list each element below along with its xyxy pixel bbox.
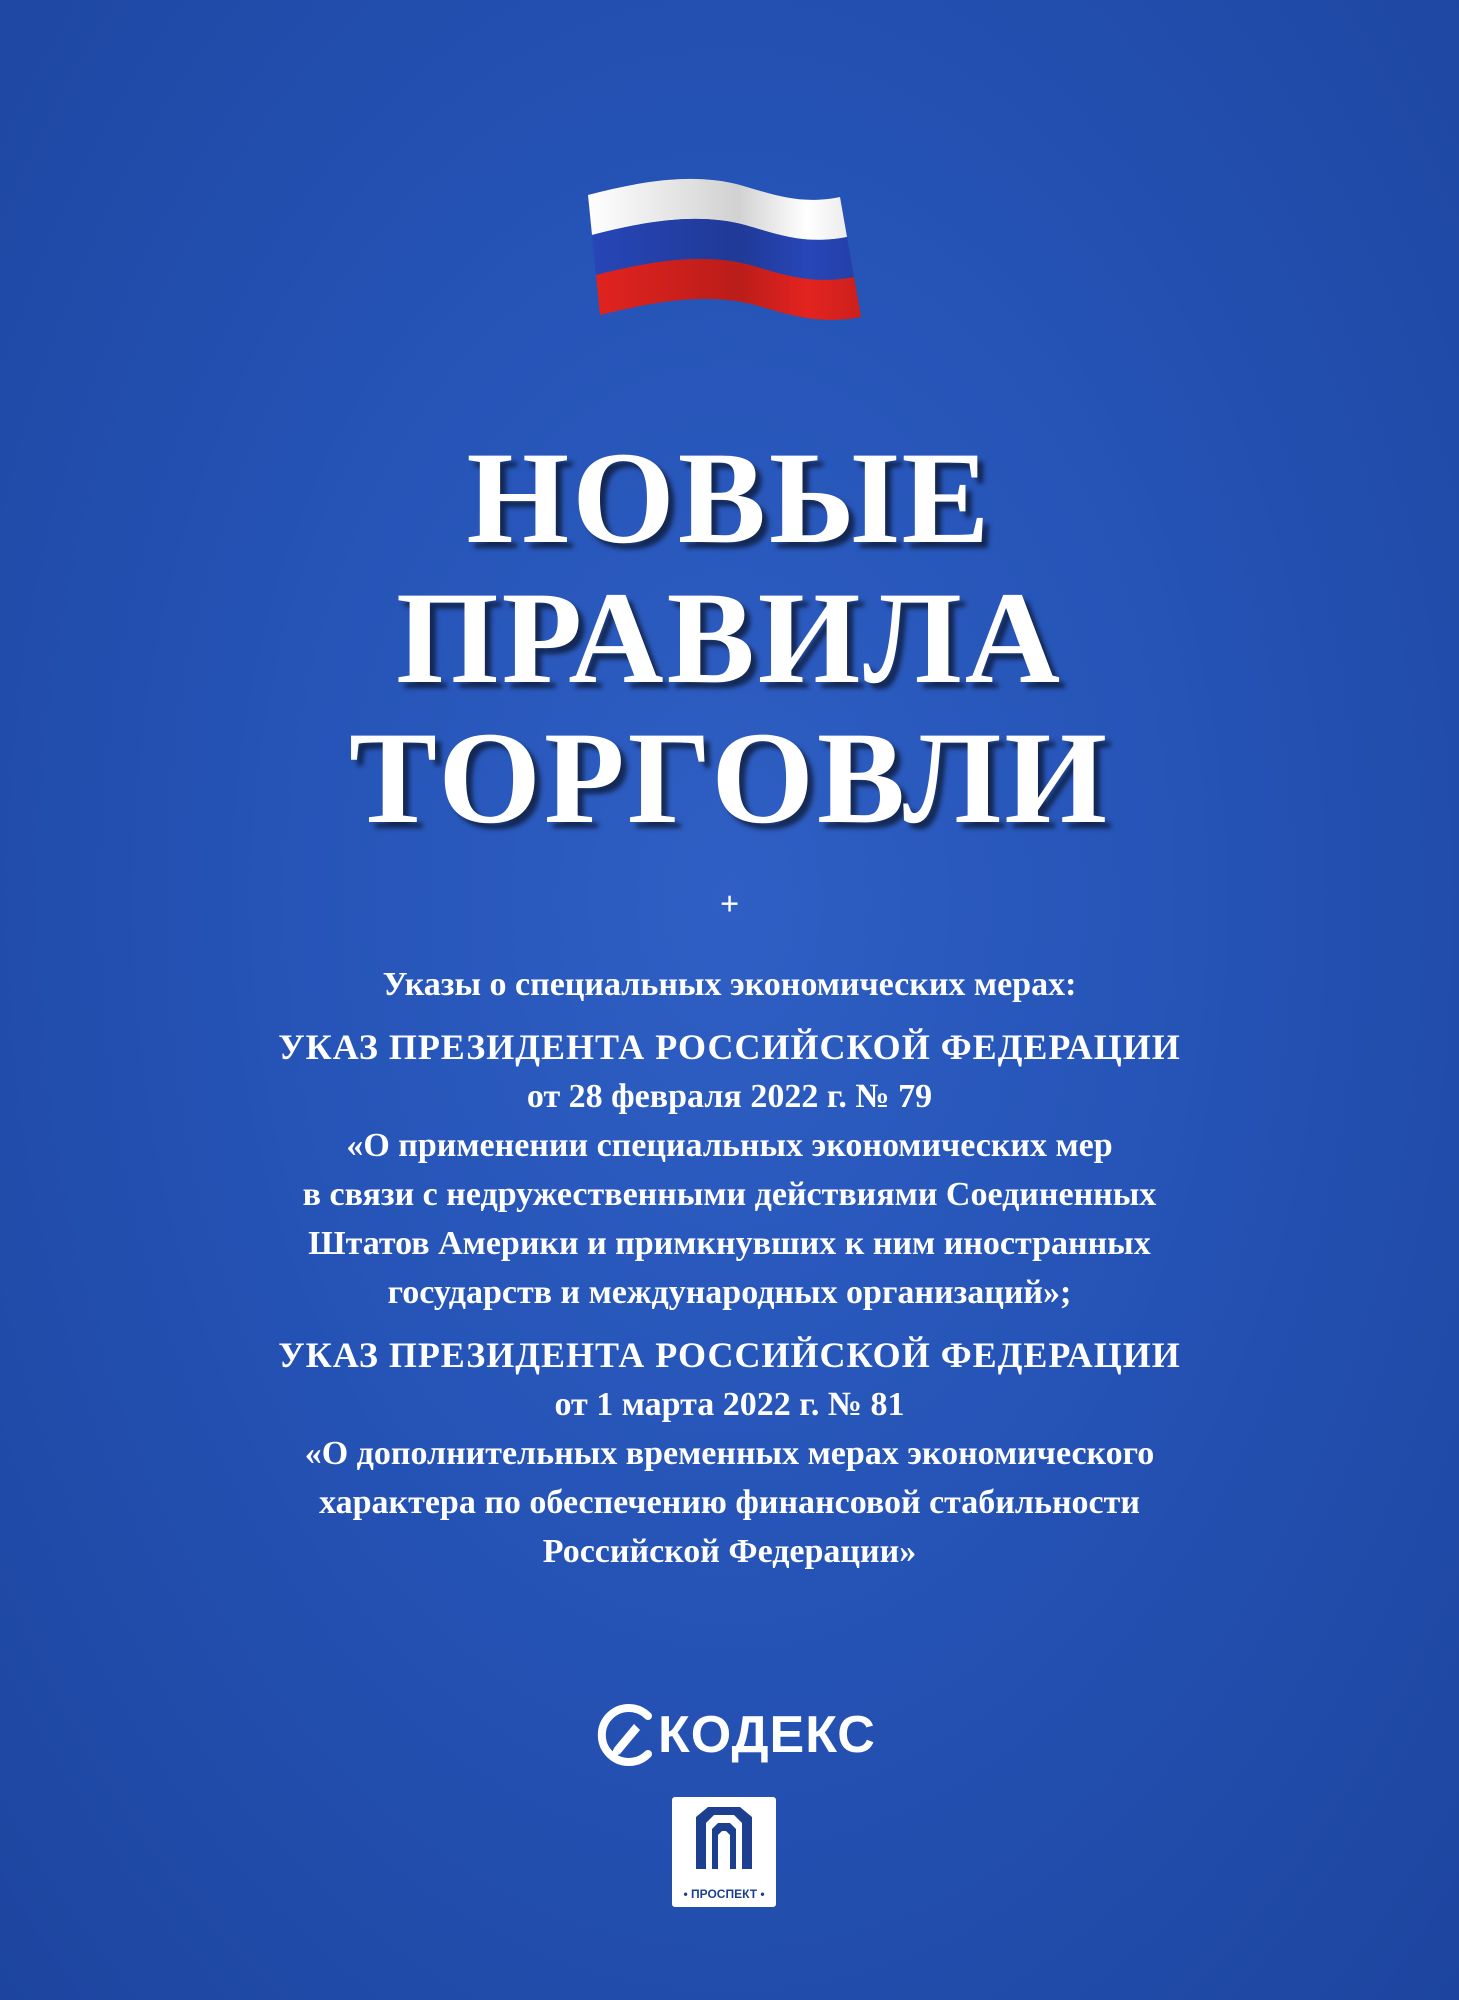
decree-2-heading: УКАЗ ПРЕЗИДЕНТА РОССИЙСКОЙ ФЕДЕРАЦИИ: [278, 1335, 1181, 1375]
plus-sign: +: [719, 886, 740, 923]
codex-logo-icon: [590, 1700, 660, 1770]
prospekt-logo-text: • ПРОСПЕКТ •: [683, 1887, 765, 1901]
decree-2-date: от 1 марта 2022 г. № 81: [554, 1386, 905, 1423]
title-line-3: ТОРГОВЛИ: [348, 704, 1111, 851]
title-line-2: ПРАВИЛА: [395, 564, 1064, 711]
decree-2-line-2: характера по обеспечению финансовой стабильности: [319, 1484, 1140, 1521]
title-line-1: НОВЫЕ: [466, 424, 993, 571]
decree-2-line-3: Российской Федерации»: [542, 1533, 917, 1570]
decree-2-line-1: «О дополнительных временных мерах экономического: [304, 1435, 1155, 1472]
russian-flag-icon: [585, 175, 870, 325]
decree-1-line-3: Штатов Америки и примкнувших к ним иностранных: [308, 1225, 1151, 1262]
decrees-block: [60, 960, 1399, 1576]
decrees-intro: Указы о специальных экономических мерах:: [382, 966, 1077, 1003]
decree-1-line-1: «О применении специальных экономических мер: [346, 1127, 1113, 1164]
prospekt-imprint-logo: [672, 1797, 776, 1907]
codex-publisher-logo: [590, 1695, 876, 1775]
decree-1-heading: УКАЗ ПРЕЗИДЕНТА РОССИЙСКОЙ ФЕДЕРАЦИИ: [278, 1027, 1181, 1067]
book-title: [0, 424, 1459, 851]
decree-1-date: от 28 февраля 2022 г. № 79: [526, 1078, 933, 1115]
decree-1-line-4: государств и международных организаций»;: [387, 1274, 1072, 1311]
codex-logo-text: КОДЕКС: [658, 1706, 876, 1764]
prospekt-logo-icon: [692, 1803, 756, 1873]
decree-1-line-2: в связи с недружественными действиями Соединенных: [302, 1176, 1157, 1213]
